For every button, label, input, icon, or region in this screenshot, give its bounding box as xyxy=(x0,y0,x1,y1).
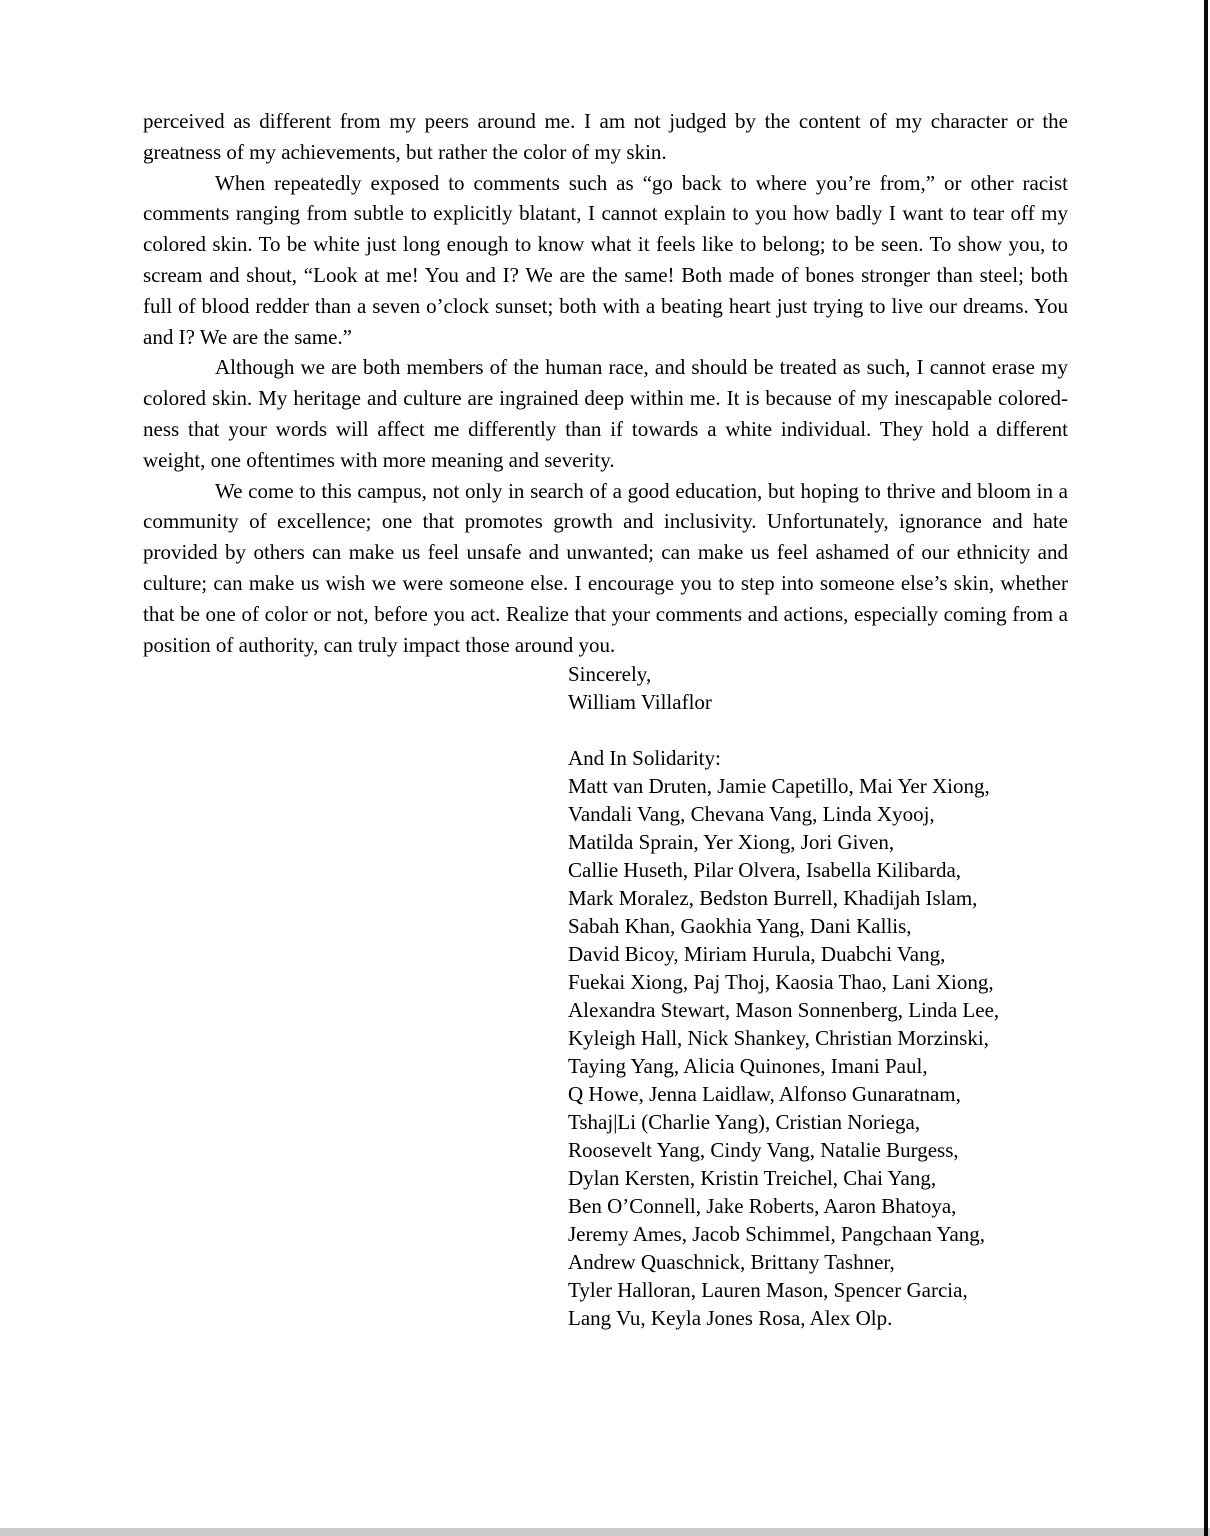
solidarity-names-line: Q Howe, Jenna Laidlaw, Alfonso Gunaratnam, xyxy=(568,1082,961,1107)
solidarity-names-line: Mark Moralez, Bedston Burrell, Khadijah Islam, xyxy=(568,886,978,911)
solidarity-names-line: Matt van Druten, Jamie Capetillo, Mai Yer Xiong, xyxy=(568,774,990,799)
solidarity-heading: And In Solidarity: xyxy=(568,746,721,771)
solidarity-names-line: Tyler Halloran, Lauren Mason, Spencer Garcia, xyxy=(568,1278,968,1303)
letter-content xyxy=(143,106,1068,1332)
blank-line xyxy=(568,716,1068,744)
closing-salutation: Sincerely, xyxy=(568,662,652,687)
body-paragraph-continuation: perceived as different from my peers around me. I am not judged by the content of my character or the greatness of my achievements, but rather the color of my skin. xyxy=(143,109,1068,164)
solidarity-names-line: Matilda Sprain, Yer Xiong, Jori Given, xyxy=(568,830,895,855)
closing-block xyxy=(568,660,1068,1332)
horizontal-scrollbar-track[interactable] xyxy=(0,1528,1210,1536)
solidarity-names-line: Jeremy Ames, Jacob Schimmel, Pangchaan Yang, xyxy=(568,1222,986,1247)
solidarity-names-line: Fuekai Xiong, Paj Thoj, Kaosia Thao, Lani Xiong, xyxy=(568,970,994,995)
solidarity-names-line: Sabah Khan, Gaokhia Yang, Dani Kallis, xyxy=(568,914,912,939)
body-paragraph: Although we are both members of the human race, and should be treated as such, I cannot erase my colored skin. My heritage and culture are ingrained deep within me. It is because of my inescapable colored-ness that your words will affect me differently than if towards a white individual. They hold a different weight, one oftentimes with more meaning and severity. xyxy=(143,355,1068,472)
solidarity-names-line: David Bicoy, Miriam Hurula, Duabchi Vang, xyxy=(568,942,946,967)
solidarity-names-line: Dylan Kersten, Kristin Treichel, Chai Yang, xyxy=(568,1166,937,1191)
solidarity-names-line: Ben O’Connell, Jake Roberts, Aaron Bhatoya, xyxy=(568,1194,957,1219)
body-paragraph: We come to this campus, not only in search of a good education, but hoping to thrive and bloom in a community of excellence; one that promotes growth and inclusivity. Unfortunately, ignorance and hate provided by others can make us feel unsafe and unwanted; can make us feel ashamed of our ethnicity and culture; can make us wish we were someone else. I encourage you to step into someone else’s skin, whether that be one of color or not, before you act. Realize that your comments and actions, especially coming from a position of authority, can truly impact those around you. xyxy=(143,478,1068,657)
window-edge xyxy=(1204,0,1208,1536)
solidarity-names-line: Andrew Quaschnick, Brittany Tashner, xyxy=(568,1250,895,1275)
solidarity-names-line: Lang Vu, Keyla Jones Rosa, Alex Olp. xyxy=(568,1306,893,1331)
closing-signer: William Villaflor xyxy=(568,690,712,715)
solidarity-names-line: Alexandra Stewart, Mason Sonnenberg, Linda Lee, xyxy=(568,998,1000,1023)
solidarity-names-line: Taying Yang, Alicia Quinones, Imani Paul, xyxy=(568,1054,928,1079)
solidarity-names-line: Callie Huseth, Pilar Olvera, Isabella Kilibarda, xyxy=(568,858,962,883)
solidarity-names-line: Kyleigh Hall, Nick Shankey, Christian Morzinski, xyxy=(568,1026,989,1051)
body-paragraph: When repeatedly exposed to comments such as “go back to where you’re from,” or other racist comments ranging from subtle to explicitly blatant, I cannot explain to you how badly I want to tear off my colored skin. To be white just long enough to know what it feels like to belong; to be seen. To show you, to scream and shout, “Look at me! You and I? We are the same! Both made of bones stronger than steel; both full of blood redder than a seven o’clock sunset; both with a beating heart just trying to live our dreams. You and I? We are the same.” xyxy=(143,170,1068,349)
solidarity-names-line: Roosevelt Yang, Cindy Vang, Natalie Burgess, xyxy=(568,1138,959,1163)
solidarity-names-line-with-caret: Tshaj|Li (Charlie Yang), Cristian Noriega, xyxy=(568,1110,921,1135)
solidarity-names-line: Vandali Vang, Chevana Vang, Linda Xyooj, xyxy=(568,802,935,827)
